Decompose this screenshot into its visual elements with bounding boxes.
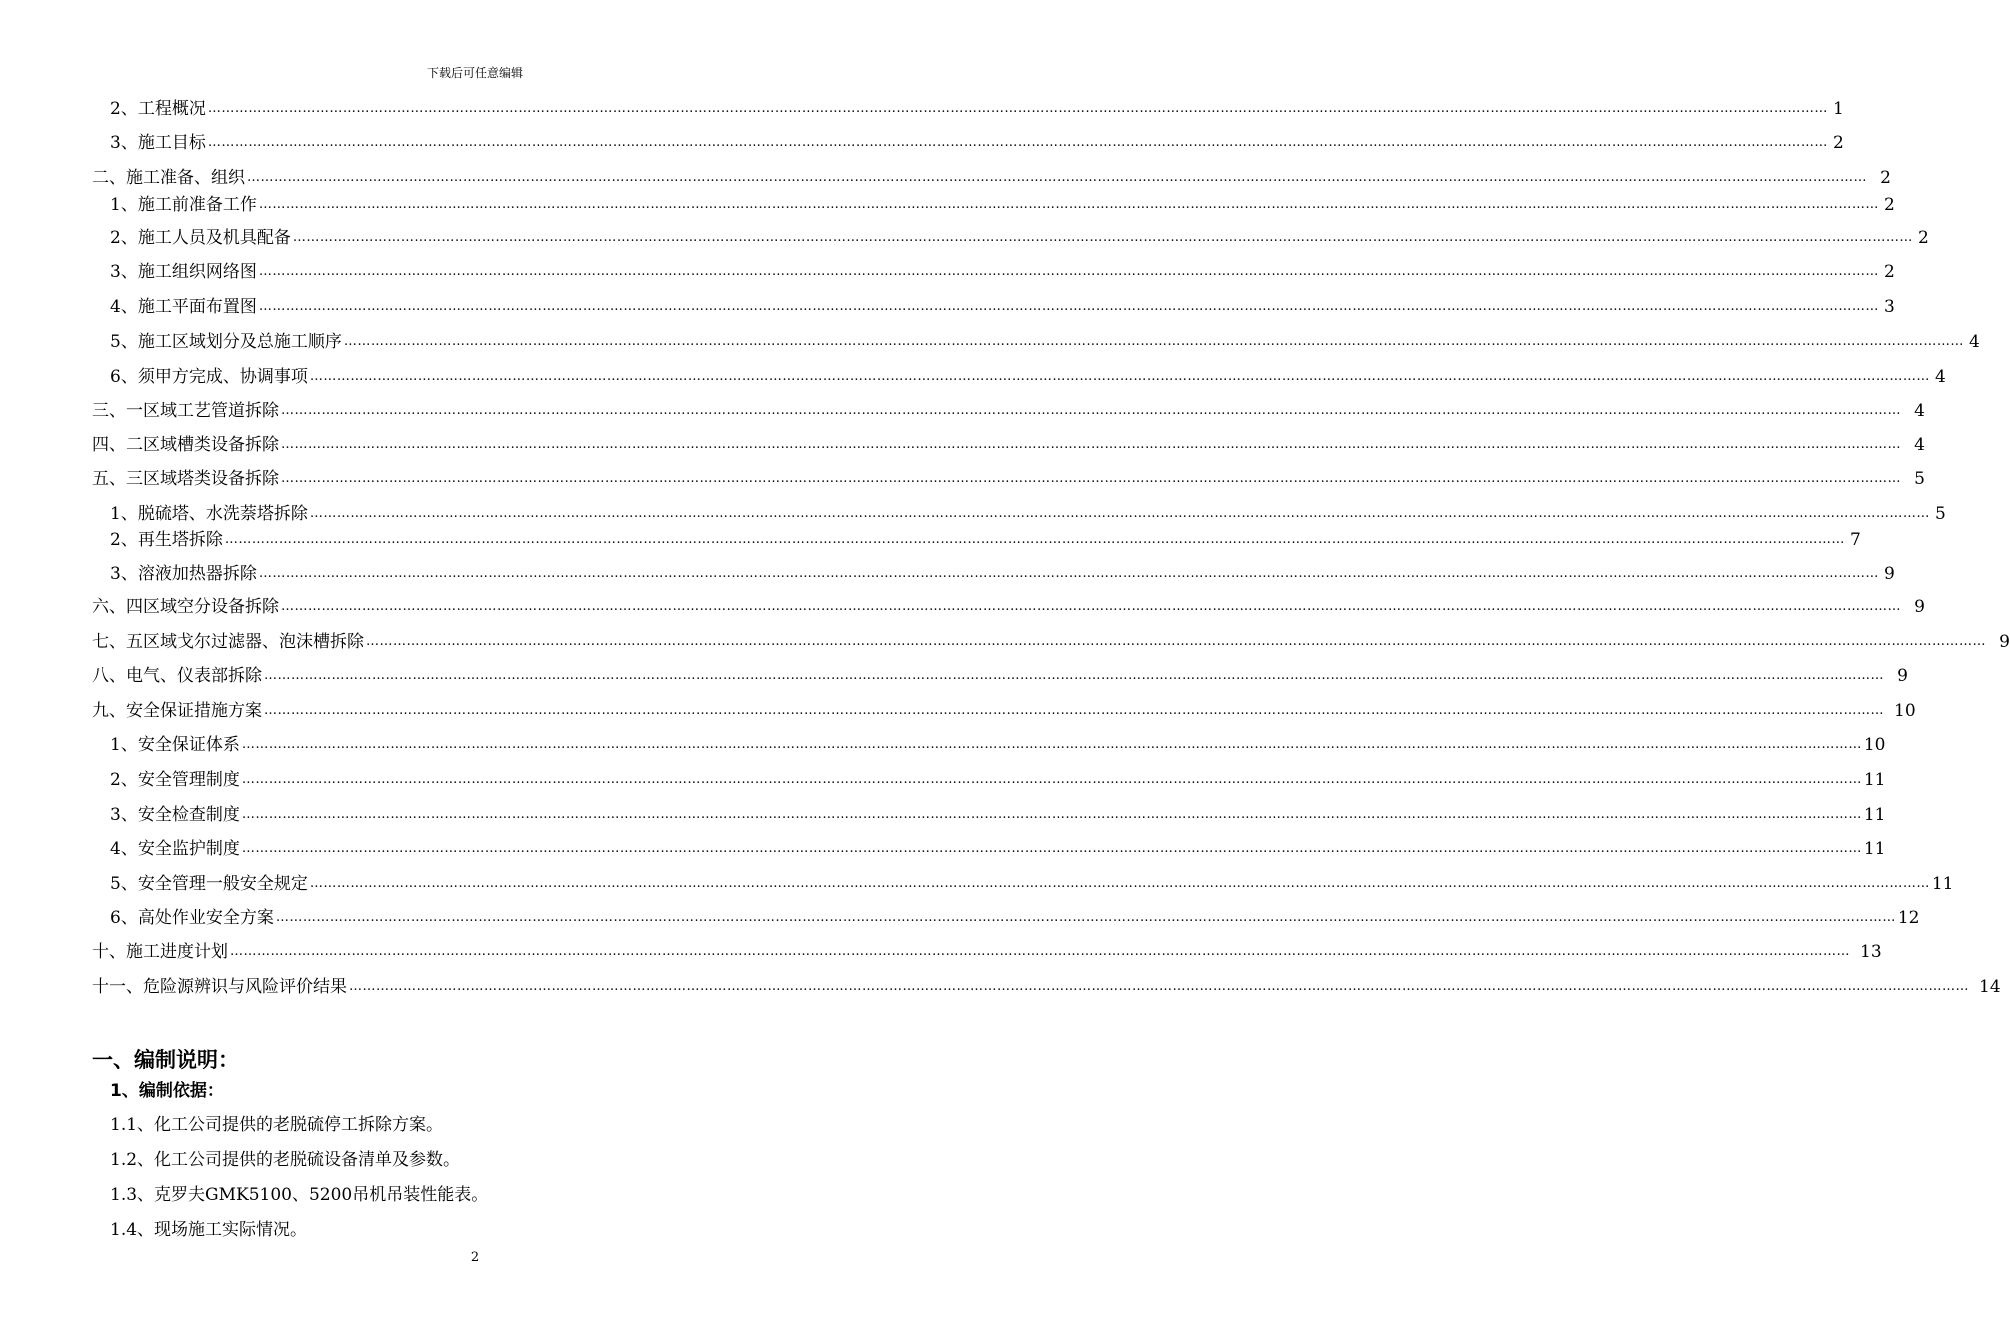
toc-entry: [92, 663, 1908, 689]
toc-entry-label: 1、安全保证体系: [110, 735, 240, 755]
page-header: 下载后可任意编辑: [426, 66, 523, 80]
toc-entry: [92, 974, 2001, 1000]
toc-dot-leader: ………………………………………………………………………………………………………………………………………………………………………………………………………………………………………………………………………………………………………………………………: [343, 334, 1964, 349]
toc-entry: [92, 398, 1925, 424]
paragraph: 1.3、克罗夫GMK5100、5200吊机吊装性能表。: [110, 1185, 489, 1205]
toc-dot-leader: ………………………………………………………………………………………………………………………………………………………………………………………………………………………………………………………………………………………………………………………………: [207, 101, 1828, 116]
toc-entry-page: 11: [1863, 839, 1886, 859]
toc-entry: [92, 294, 1895, 320]
paragraph: 1.2、化工公司提供的老脱硫设备清单及参数。: [110, 1150, 461, 1170]
toc-entry-label: 六、四区域空分设备拆除: [92, 597, 279, 617]
toc-entry-label: 6、须甲方完成、协调事项: [110, 367, 308, 387]
toc-dot-leader: ………………………………………………………………………………………………………………………………………………………………………………………………………………………………………………………………………………………………………………………………: [247, 170, 1867, 185]
toc-entry-label: 3、溶液加热器拆除: [110, 564, 257, 584]
toc-dot-leader: ………………………………………………………………………………………………………………………………………………………………………………………………………………………………………………………………………………………………………………………………: [281, 471, 1901, 486]
toc-entry-page: 9: [1884, 564, 1895, 584]
toc-dot-leader: ………………………………………………………………………………………………………………………………………………………………………………………………………………………………………………………………………………………………………………………………: [309, 506, 1930, 521]
toc-dot-leader: ………………………………………………………………………………………………………………………………………………………………………………………………………………………………………………………………………………………………………………………………: [281, 403, 1901, 418]
toc-entry-page: 2: [1884, 195, 1895, 215]
toc-entry-label: 5、安全管理一般安全规定: [110, 874, 308, 894]
toc-entry-label: 二、施工准备、组织: [92, 168, 245, 188]
toc-entry-label: 2、再生塔拆除: [110, 530, 223, 550]
toc-entry: [92, 225, 1929, 251]
toc-entry-page: 2: [1918, 228, 1929, 248]
toc-entry-page: 11: [1931, 874, 1954, 894]
toc-entry: [92, 836, 1886, 862]
toc-entry-page: 9: [1897, 666, 1908, 686]
toc-entry-page: 11: [1863, 805, 1886, 825]
toc-dot-leader: ………………………………………………………………………………………………………………………………………………………………………………………………………………………………………………………………………………………………………………………………: [241, 807, 1862, 822]
toc-entry-page: 4: [1914, 401, 1925, 421]
toc-entry-page: 2: [1880, 168, 1891, 188]
toc-entry: [92, 767, 1886, 793]
toc-entry-label: 4、施工平面布置图: [110, 297, 257, 317]
toc-entry-label: 2、施工人员及机具配备: [110, 228, 291, 248]
toc-entry-page: 7: [1850, 530, 1861, 550]
toc-dot-leader: ………………………………………………………………………………………………………………………………………………………………………………………………………………………………………………………………………………………………………………………………: [264, 703, 1884, 718]
toc-dot-leader: ………………………………………………………………………………………………………………………………………………………………………………………………………………………………………………………………………………………………………………………………: [258, 197, 1879, 212]
toc-dot-leader: ………………………………………………………………………………………………………………………………………………………………………………………………………………………………………………………………………………………………………………………………: [258, 566, 1879, 581]
page-number: 2: [470, 1250, 480, 1265]
toc-entry: [92, 802, 1886, 828]
toc-entry-label: 2、安全管理制度: [110, 770, 240, 790]
toc-dot-leader: ………………………………………………………………………………………………………………………………………………………………………………………………………………………………………………………………………………………………………………………………: [275, 910, 1896, 925]
toc-entry-page: 5: [1935, 504, 1946, 524]
toc-dot-leader: ………………………………………………………………………………………………………………………………………………………………………………………………………………………………………………………………………………………………………………………………: [366, 634, 1986, 649]
paragraph: 1.4、现场施工实际情况。: [110, 1220, 308, 1240]
toc-entry: [92, 501, 1946, 527]
toc-entry-label: 四、二区域槽类设备拆除: [92, 435, 279, 455]
toc-entry-page: 9: [1999, 632, 2010, 652]
toc-entry-page: 4: [1935, 367, 1946, 387]
toc-entry-page: 2: [1833, 133, 1844, 153]
toc-entry: [92, 259, 1895, 285]
toc-dot-leader: ………………………………………………………………………………………………………………………………………………………………………………………………………………………………………………………………………………………………………………………………: [207, 135, 1828, 150]
toc-entry-page: 1: [1833, 99, 1844, 119]
toc-dot-leader: ………………………………………………………………………………………………………………………………………………………………………………………………………………………………………………………………………………………………………………………………: [241, 841, 1862, 856]
toc-entry: [92, 432, 1925, 458]
toc-dot-leader: ………………………………………………………………………………………………………………………………………………………………………………………………………………………………………………………………………………………………………………………………: [264, 668, 1884, 683]
toc-entry-page: 3: [1884, 297, 1895, 317]
toc-entry-label: 1、脱硫塔、水洗萘塔拆除: [110, 504, 308, 524]
toc-entry-label: 十一、危险源辨识与风险评价结果: [92, 977, 347, 997]
toc-entry-label: 五、三区域塔类设备拆除: [92, 469, 279, 489]
toc-entry-label: 6、高处作业安全方案: [110, 908, 274, 928]
toc-entry: [92, 561, 1895, 587]
toc-entry: [92, 192, 1895, 218]
toc-entry: [92, 364, 1946, 390]
toc-entry-label: 十、施工进度计划: [92, 942, 228, 962]
toc-entry-label: 三、一区域工艺管道拆除: [92, 401, 279, 421]
toc-entry: [92, 130, 1844, 156]
toc-dot-leader: ………………………………………………………………………………………………………………………………………………………………………………………………………………………………………………………………………………………………………………………………: [258, 264, 1879, 279]
toc-entry-page: 2: [1884, 262, 1895, 282]
toc-entry-page: 5: [1914, 469, 1925, 489]
toc-entry-page: 12: [1897, 908, 1920, 928]
toc-entry: [92, 871, 1954, 897]
toc-entry-label: 八、电气、仪表部拆除: [92, 666, 262, 686]
sub-heading: 1、编制依据：: [110, 1081, 224, 1101]
toc-entry: [92, 698, 1916, 724]
toc-entry-page: 13: [1860, 942, 1882, 962]
toc-entry-page: 10: [1894, 701, 1916, 721]
toc-entry-label: 3、施工目标: [110, 133, 206, 153]
toc-entry-label: 2、工程概况: [110, 99, 206, 119]
toc-entry-label: 九、安全保证措施方案: [92, 701, 262, 721]
toc-entry: [92, 329, 1980, 355]
toc-entry: [92, 96, 1844, 122]
toc-dot-leader: ………………………………………………………………………………………………………………………………………………………………………………………………………………………………………………………………………………………………………………………………: [309, 876, 1930, 891]
toc-dot-leader: ………………………………………………………………………………………………………………………………………………………………………………………………………………………………………………………………………………………………………………………………: [281, 599, 1901, 614]
toc-entry-label: 七、五区域戈尔过滤器、泡沫槽拆除: [92, 632, 364, 652]
toc-dot-leader: ………………………………………………………………………………………………………………………………………………………………………………………………………………………………………………………………………………………………………………………………: [224, 532, 1845, 547]
toc-entry-page: 14: [1979, 977, 2001, 997]
toc-entry-label: 5、施工区域划分及总施工顺序: [110, 332, 342, 352]
toc-dot-leader: ………………………………………………………………………………………………………………………………………………………………………………………………………………………………………………………………………………………………………………………………: [281, 437, 1901, 452]
section-heading: 一、编制说明：: [92, 1048, 239, 1072]
toc-entry-page: 10: [1863, 735, 1886, 755]
toc-entry-label: 1、施工前准备工作: [110, 195, 257, 215]
toc-entry-page: 4: [1914, 435, 1925, 455]
toc-entry-page: 4: [1969, 332, 1980, 352]
toc-entry-label: 4、安全监护制度: [110, 839, 240, 859]
toc-entry: [92, 165, 1891, 191]
toc-entry: [92, 905, 1920, 931]
toc-dot-leader: ………………………………………………………………………………………………………………………………………………………………………………………………………………………………………………………………………………………………………………………………: [349, 979, 1969, 994]
toc-entry: [92, 527, 1861, 553]
toc-entry-label: 3、施工组织网络图: [110, 262, 257, 282]
toc-dot-leader: ………………………………………………………………………………………………………………………………………………………………………………………………………………………………………………………………………………………………………………………………: [309, 369, 1930, 384]
toc-entry: [92, 466, 1925, 492]
paragraph: 1.1、化工公司提供的老脱硫停工拆除方案。: [110, 1115, 444, 1135]
toc-entry: [92, 594, 1925, 620]
toc-entry-page: 11: [1863, 770, 1886, 790]
toc-dot-leader: ………………………………………………………………………………………………………………………………………………………………………………………………………………………………………………………………………………………………………………………………: [258, 299, 1879, 314]
toc-entry: [92, 939, 1882, 965]
toc-entry: [92, 629, 2010, 655]
toc-entry-label: 3、安全检查制度: [110, 805, 240, 825]
toc-dot-leader: ………………………………………………………………………………………………………………………………………………………………………………………………………………………………………………………………………………………………………………………………: [292, 230, 1913, 245]
toc-dot-leader: ………………………………………………………………………………………………………………………………………………………………………………………………………………………………………………………………………………………………………………………………: [241, 737, 1862, 752]
toc-entry: [92, 732, 1886, 758]
toc-dot-leader: ………………………………………………………………………………………………………………………………………………………………………………………………………………………………………………………………………………………………………………………………: [230, 944, 1850, 959]
toc-entry-page: 9: [1914, 597, 1925, 617]
toc-dot-leader: ………………………………………………………………………………………………………………………………………………………………………………………………………………………………………………………………………………………………………………………………: [241, 772, 1862, 787]
